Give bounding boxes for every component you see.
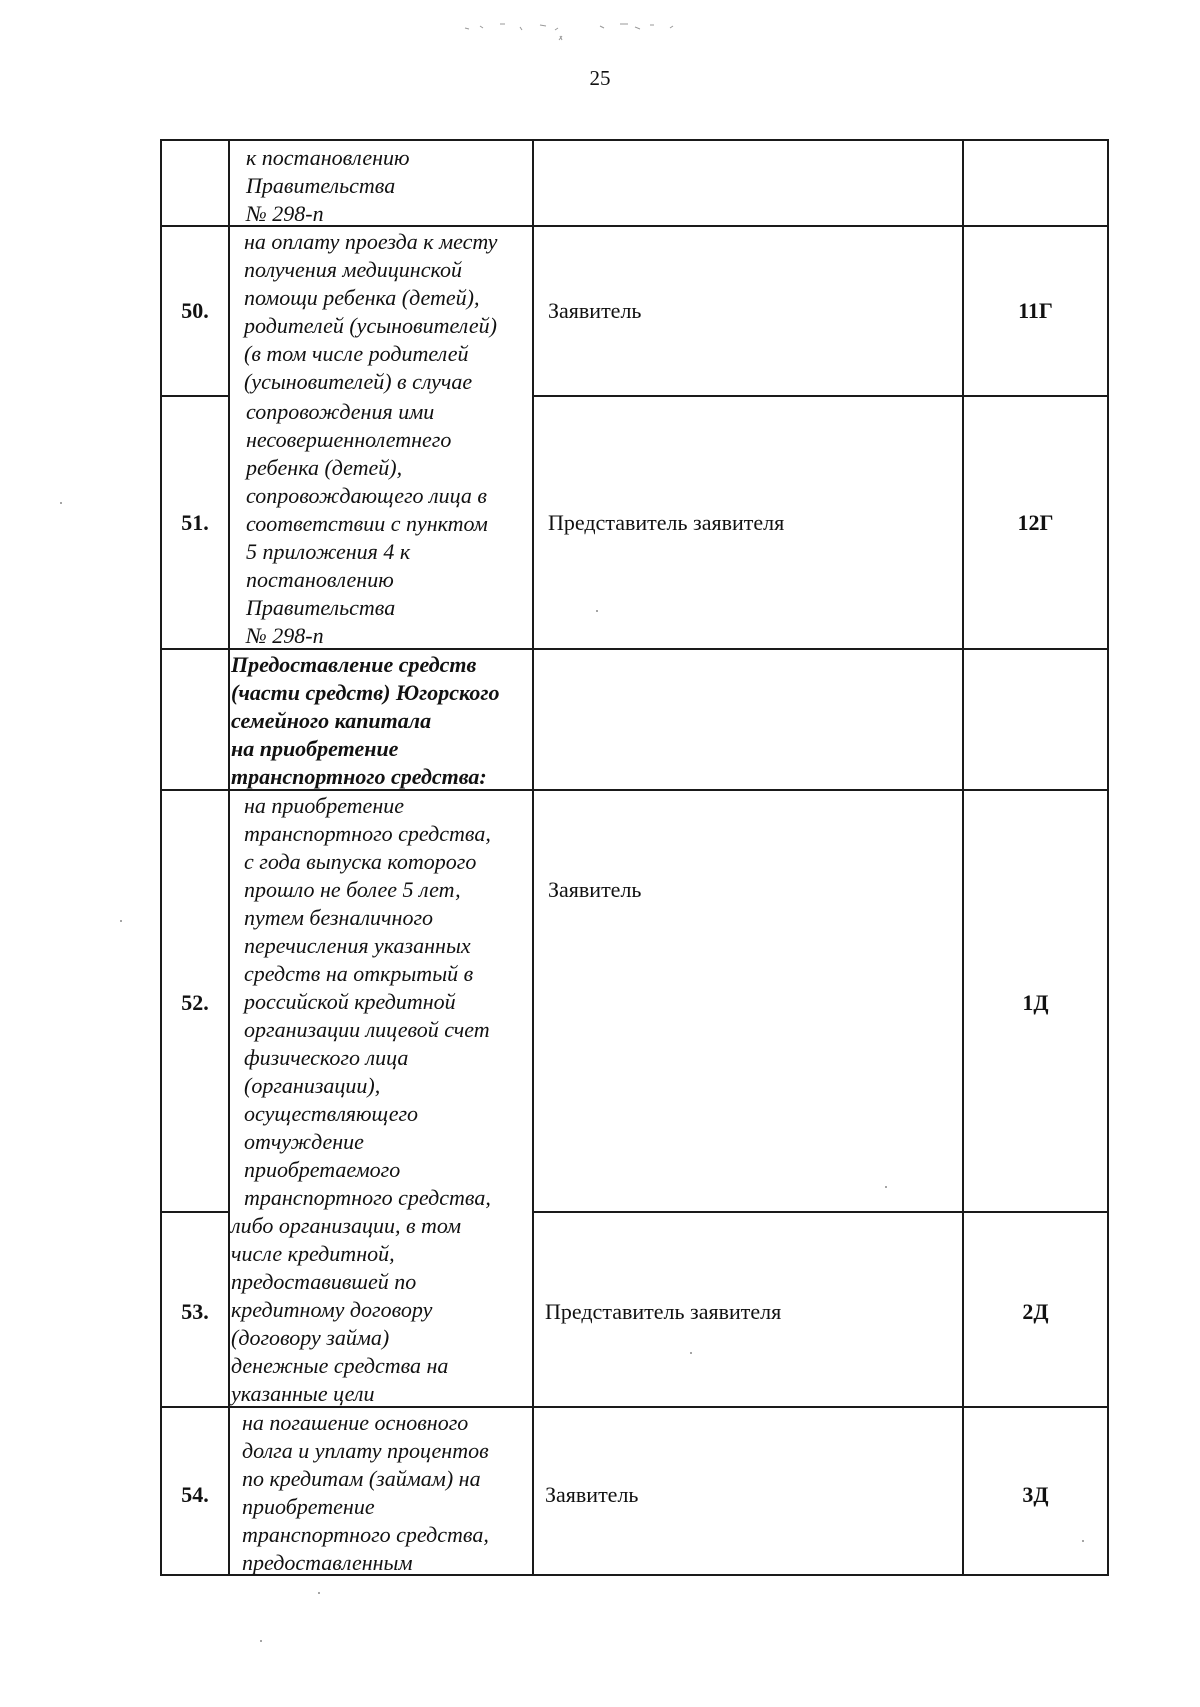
scan-speck <box>120 920 122 922</box>
row-description: либо организации, в том числе кредитной, предоставившей по кредитному договору (договору займа) денежные средства на указанные цели <box>231 1213 462 1406</box>
scan-speck <box>885 1186 887 1188</box>
row-description: на оплату проезда к месту получения медицинской помощи ребенка (детей), родителей (усыновителей) (в том числе родителей (усыновителей) в случае <box>244 229 498 394</box>
row-number: 50. <box>181 298 209 323</box>
row-code: 2Д <box>1022 1299 1049 1324</box>
row-code: 1Д <box>1022 990 1049 1015</box>
row-number: 52. <box>181 990 209 1015</box>
scan-speck <box>318 1592 320 1594</box>
section-heading: Предоставление средств (части средств) Югорского семейного капитала на приобретение транспортного средства: <box>231 652 500 789</box>
row-applicant: Заявитель <box>545 1482 639 1507</box>
column-divider-3 <box>962 139 964 1576</box>
row-description: к постановлению Правительства № 298-п <box>246 145 410 226</box>
scan-speck <box>690 1352 692 1354</box>
row-divider-partial <box>160 395 230 397</box>
page-number: 25 <box>589 66 611 90</box>
row-applicant: Представитель заявителя <box>545 1299 782 1324</box>
scan-speck <box>1082 1540 1084 1542</box>
scan-noise-marks <box>460 18 750 44</box>
row-number: 53. <box>181 1299 209 1324</box>
row-divider-partial <box>532 395 1109 397</box>
row-number: 51. <box>181 510 209 535</box>
row-code: 3Д <box>1022 1482 1049 1507</box>
column-divider-1 <box>228 139 230 1576</box>
table-border-top <box>160 139 1109 141</box>
table-border-left <box>160 139 162 1576</box>
row-description: сопровождения ими несовершеннолетнего ребенка (детей), сопровождающего лица в соответствии с пунктом 5 приложения 4 к постановлению Правительства № 298-п <box>246 399 488 648</box>
scan-speck <box>260 1640 262 1642</box>
row-divider-partial <box>160 1211 230 1213</box>
row-description: на погашение основного долга и уплату процентов по кредитам (займам) на приобретение транспортного средства, предоставленным <box>242 1410 489 1575</box>
row-applicant: Заявитель <box>548 298 642 323</box>
row-applicant: Заявитель <box>548 877 642 902</box>
row-description: на приобретение транспортного средства, с года выпуска которого прошло не более 5 лет, путем безналичного перечисления указанных средств на открытый в российской кредитной организации лицевой счет физического лица (организации), осуществляющего отчуждение приобретаемого транспортного средства, <box>244 793 491 1210</box>
row-number: 54. <box>181 1482 209 1507</box>
scan-speck <box>60 502 62 504</box>
row-divider-partial <box>532 1211 1109 1213</box>
row-code: 12Г <box>1017 510 1054 535</box>
row-applicant: Представитель заявителя <box>548 510 785 535</box>
scan-speck <box>596 610 598 612</box>
table-border-right <box>1107 139 1109 1576</box>
row-code: 11Г <box>1018 298 1053 323</box>
